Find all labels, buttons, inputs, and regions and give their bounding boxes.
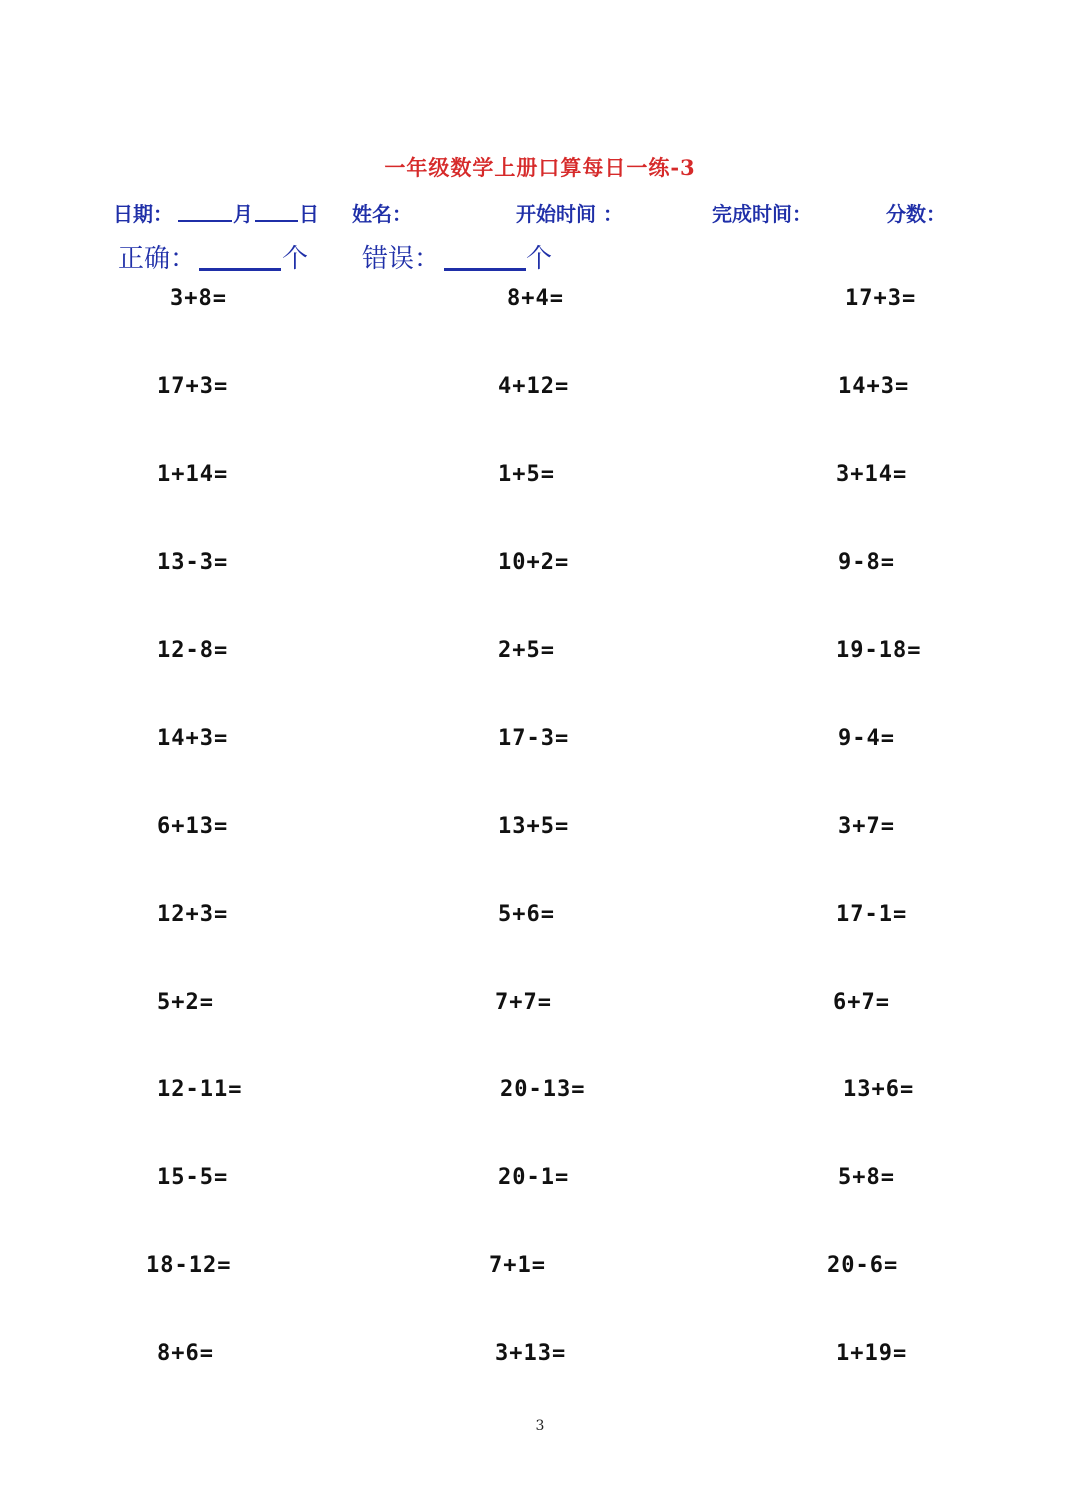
name-label: 姓名： xyxy=(352,202,412,226)
problem-r7-c2: 13+5= xyxy=(498,814,570,839)
problem-r7-c3: 3+7= xyxy=(838,814,895,839)
problem-r2-c3: 14+3= xyxy=(838,374,910,399)
info-row xyxy=(0,198,1080,230)
wrong-unit: 个 xyxy=(526,244,553,274)
correct-label: 正确： xyxy=(118,244,197,274)
problem-r6-c1: 14+3= xyxy=(157,726,229,751)
problem-r8-c2: 5+6= xyxy=(498,902,555,927)
problem-r2-c1: 17+3= xyxy=(157,374,229,399)
worksheet-title: 一年级数学上册口算每日一练-3 xyxy=(384,155,696,180)
problem-r11-c2: 20-1= xyxy=(498,1165,570,1190)
problem-r11-c3: 5+8= xyxy=(838,1165,895,1190)
page-number: 3 xyxy=(535,1418,545,1434)
problem-r3-c1: 1+14= xyxy=(157,462,229,487)
problem-r3-c3: 3+14= xyxy=(836,462,908,487)
start-time-label: 开始时间 ： xyxy=(516,202,623,226)
end-time-label: 完成时间： xyxy=(712,202,812,226)
correct-blank xyxy=(197,238,283,271)
problem-r5-c3: 19-18= xyxy=(836,638,922,663)
wrong-label: 错误： xyxy=(362,244,441,274)
problem-r3-c2: 1+5= xyxy=(498,462,555,487)
problem-r10-c2: 20-13= xyxy=(500,1077,586,1102)
day-label: 日 xyxy=(299,202,319,226)
problem-r13-c1: 8+6= xyxy=(157,1341,214,1366)
problem-r4-c3: 9-8= xyxy=(838,550,895,575)
date-label: 日期： xyxy=(113,202,173,226)
problem-r11-c1: 15-5= xyxy=(157,1165,229,1190)
problem-r8-c3: 17-1= xyxy=(836,902,908,927)
problem-r10-c1: 12-11= xyxy=(157,1077,243,1102)
correct-unit: 个 xyxy=(282,244,309,274)
problem-r10-c3: 13+6= xyxy=(843,1077,915,1102)
problem-r8-c1: 12+3= xyxy=(157,902,229,927)
tally-row xyxy=(0,238,1080,282)
problem-r5-c2: 2+5= xyxy=(498,638,555,663)
problem-r6-c2: 17-3= xyxy=(498,726,570,751)
problem-r1-c1: 3+8= xyxy=(170,286,227,311)
problem-r1-c2: 8+4= xyxy=(507,286,564,311)
score-label: 分数： xyxy=(886,202,946,226)
problem-r9-c2: 7+7= xyxy=(495,990,552,1015)
problem-r4-c1: 13-3= xyxy=(157,550,229,575)
problem-r4-c2: 10+2= xyxy=(498,550,570,575)
problem-r13-c2: 3+13= xyxy=(495,1341,567,1366)
problem-r6-c3: 9-4= xyxy=(838,726,895,751)
problem-r2-c2: 4+12= xyxy=(498,374,570,399)
problem-r13-c3: 1+19= xyxy=(836,1341,908,1366)
problem-r12-c3: 20-6= xyxy=(827,1253,899,1278)
month-label: 月 xyxy=(233,202,253,226)
problem-r9-c3: 6+7= xyxy=(833,990,890,1015)
wrong-blank xyxy=(442,238,528,271)
problem-r1-c3: 17+3= xyxy=(845,286,917,311)
problem-r12-c1: 18-12= xyxy=(146,1253,232,1278)
problem-r12-c2: 7+1= xyxy=(489,1253,546,1278)
problem-r9-c1: 5+2= xyxy=(157,990,214,1015)
problem-r7-c1: 6+13= xyxy=(157,814,229,839)
day-blank xyxy=(255,198,298,222)
problem-r5-c1: 12-8= xyxy=(157,638,229,663)
month-blank xyxy=(178,198,232,222)
